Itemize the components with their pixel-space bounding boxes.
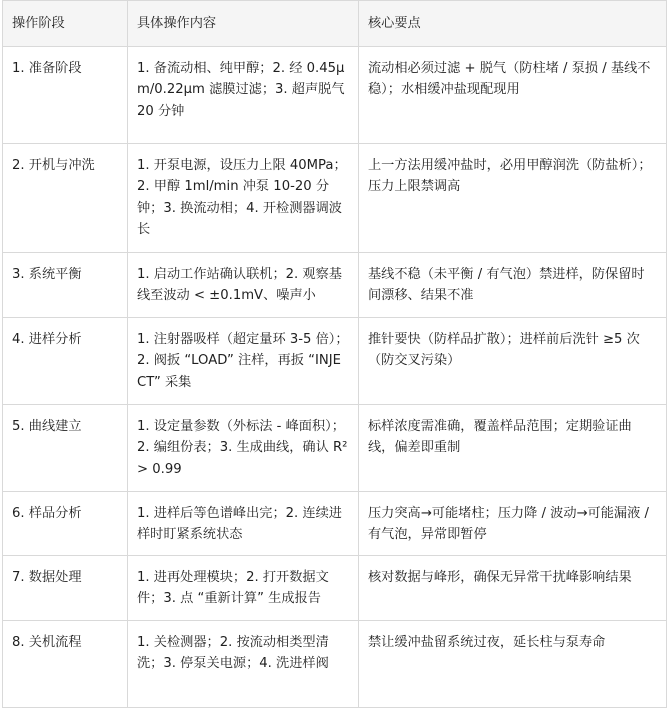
stage-cell: 3. 系统平衡 [3,252,128,317]
key-points-cell: 基线不稳（未平衡 / 有气泡）禁进样，防保留时间漂移、结果不准 [359,252,667,317]
table-row [3,252,667,317]
stage-cell: 7. 数据处理 [3,555,128,620]
table-row [3,317,667,404]
key-points-cell: 推针要快（防样品扩散）；进样前后洗针 ≥5 次（防交叉污染） [359,317,667,404]
key-points-cell: 压力突高→可能堵柱；压力降 / 波动→可能漏液 / 有气泡，异常即暂停 [359,491,667,555]
table-row [3,404,667,491]
stage-cell: 5. 曲线建立 [3,404,128,491]
stage-cell: 8. 关机流程 [3,620,128,707]
key-points-cell: 核对数据与峰形，确保无异常干扰峰影响结果 [359,555,667,620]
stage-cell: 4. 进样分析 [3,317,128,404]
header-operations: 具体操作内容 [128,1,359,47]
key-points-cell: 禁让缓冲盐留系统过夜，延长柱与泵寿命 [359,620,667,707]
table-row [3,143,667,252]
stage-cell: 6. 样品分析 [3,491,128,555]
operations-cell: 1. 设定量参数（外标法 - 峰面积）；2. 编组份表；3. 生成曲线，确认 R² > 0.99 [128,404,359,491]
stage-cell: 2. 开机与冲洗 [3,143,128,252]
header-row [3,1,667,47]
operations-cell: 1. 开泵电源，设压力上限 40MPa；2. 甲醇 1ml/min 冲泵 10-20 分钟；3. 换流动相；4. 开检测器调波长 [128,143,359,252]
operations-cell: 1. 启动工作站确认联机；2. 观察基线至波动 < ±0.1mV、噪声小 [128,252,359,317]
operations-cell: 1. 进样后等色谱峰出完；2. 连续进样时盯紧系统状态 [128,491,359,555]
key-points-cell: 流动相必须过滤 + 脱气（防柱堵 / 泵损 / 基线不稳）；水相缓冲盐现配现用 [359,46,667,143]
table-header [3,1,667,47]
stage-cell: 1. 准备阶段 [3,46,128,143]
table-row [3,555,667,620]
key-points-cell: 上一方法用缓冲盐时，必用甲醇润洗（防盐析）；压力上限禁调高 [359,143,667,252]
operations-cell: 1. 注射器吸样（超定量环 3-5 倍）；2. 阀扳 “LOAD” 注样，再扳 “INJECT” 采集 [128,317,359,404]
operations-cell: 1. 备流动相、纯甲醇；2. 经 0.45μm/0.22μm 滤膜过滤；3. 超声脱气 20 分钟 [128,46,359,143]
table-body [3,46,667,707]
table-row [3,46,667,143]
header-stage: 操作阶段 [3,1,128,47]
operations-cell: 1. 进再处理模块；2. 打开数据文件；3. 点 “重新计算” 生成报告 [128,555,359,620]
key-points-cell: 标样浓度需准确，覆盖样品范围；定期验证曲线，偏差即重制 [359,404,667,491]
operations-cell: 1. 关检测器；2. 按流动相类型清洗；3. 停泵关电源；4. 洗进样阀 [128,620,359,707]
table-row [3,491,667,555]
operation-table [2,0,667,708]
table-row [3,620,667,707]
header-key-points: 核心要点 [359,1,667,47]
